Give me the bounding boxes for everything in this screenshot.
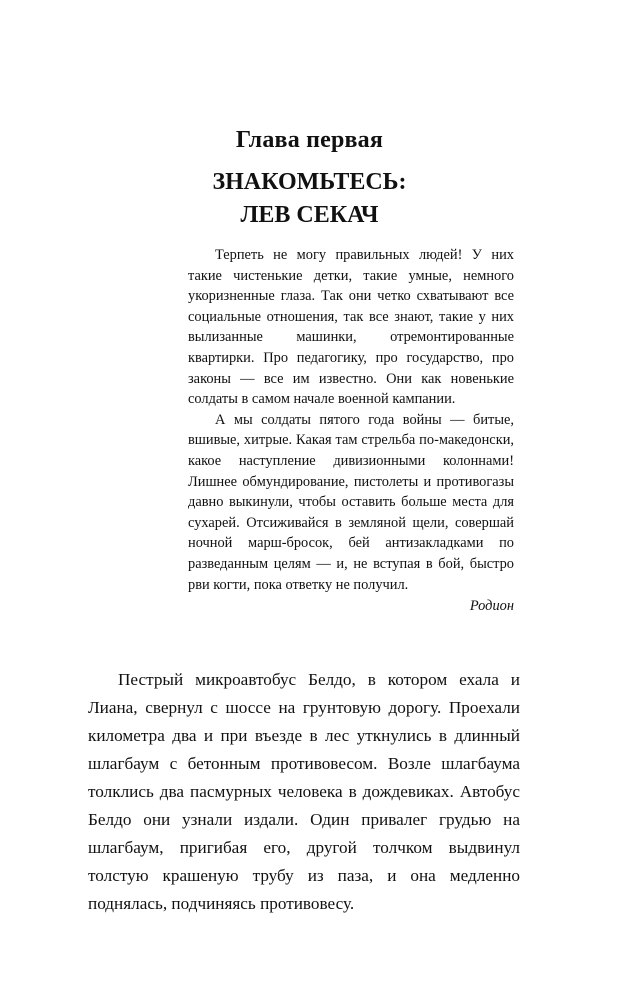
main-paragraph-1: Пестрый микроавтобус Белдо, в котором ехала и Лиана, свернул с шоссе на грунтовую дорогу. Проехали километра два и при въезде в лес уткнулись в длинный шлагбаум с бетонным противовесом. Возле шлагбаума толклись два пасмурных человека в дождевиках. Автобус Белдо они узнали издали. Один привалег грудью на шлагбаум, пригибая его, другой толчком выдвинул толстую крашеную трубу из паза, и она медленно поднялась, подчиняясь противовесу. xyxy=(88,670,520,913)
epigraph-paragraph-1: Терпеть не могу правильных людей! У них такие чистенькие детки, такие умные, немного укоризненные глаза. Так они четко схватывают все социальные отношения, так все знают, такие у них вылизанные машинки, отремонтированные квартирки. Про педагогику, про государство, про законы — все им известно. Они как новенькие солдаты в самом начале военной кампании. xyxy=(188,247,514,408)
epigraph-paragraph-2: А мы солдаты пятого года войны — битые, вшивые, хитрые. Какая там стрельба по-македонски, какое наступление дивизионными колоннами! Лишнее обмундирование, пистолеты и противогазы давно выкинули, чтобы оставить больше места для сухарей. Отсиживайся в земляной щели, совершай ночной марш-бросок, бей антизакладками по разведанным целям — и, не вступая в бой, быстро рви когти, пока ответку не получил. xyxy=(188,411,514,593)
chapter-title-line-2: ЛЕВ СЕКАЧ xyxy=(240,202,379,228)
main-text xyxy=(88,666,520,918)
chapter-title xyxy=(0,166,619,232)
epigraph xyxy=(188,245,514,617)
chapter-title-line-1: ЗНАКОМЬТЕСЬ: xyxy=(212,169,407,195)
epigraph-author: Родион xyxy=(469,598,514,615)
chapter-label: Глава первая xyxy=(235,127,384,153)
